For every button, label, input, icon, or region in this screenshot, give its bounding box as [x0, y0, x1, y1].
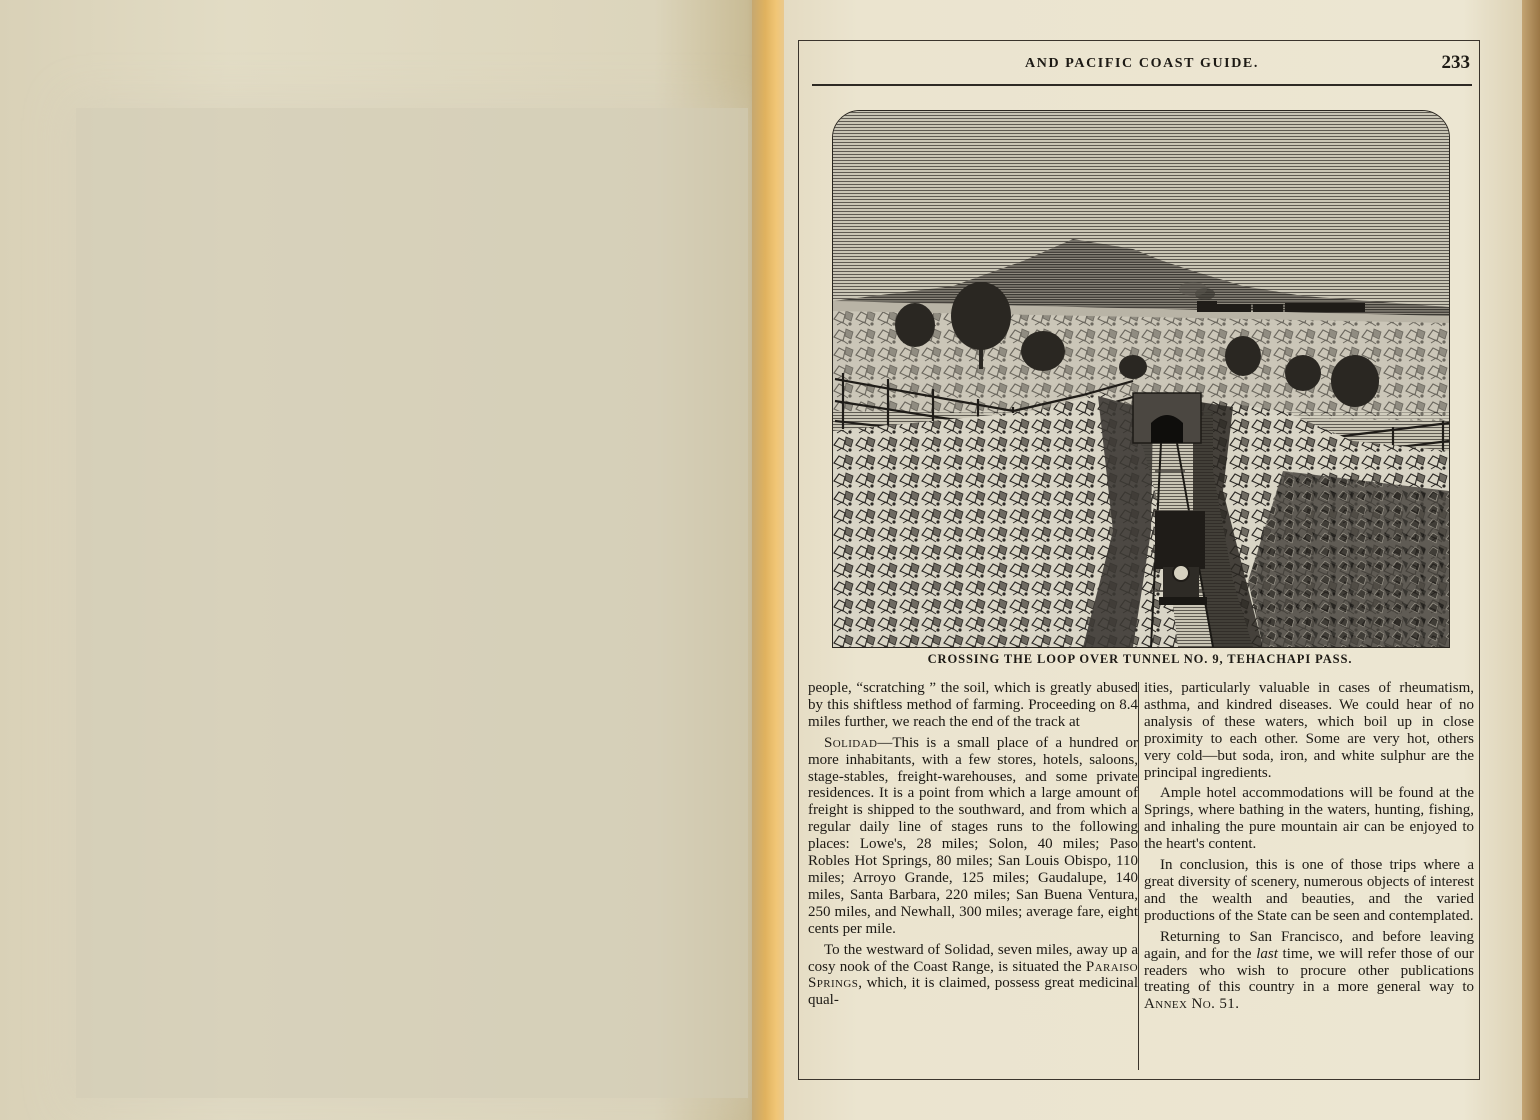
header-rule: [812, 84, 1472, 86]
place-heading-solidad: Solidad: [824, 734, 878, 751]
paragraph: In conclusion, this is one of those trips where a great diversity of scenery, numerous objects of interest and the wealth and beauties, and the varied productions of the State can be seen and contemplated.: [1144, 857, 1474, 924]
running-head: [812, 50, 1472, 80]
illustration-caption: CROSSING THE LOOP OVER TUNNEL NO. 9, TEHACHAPI PASS.: [927, 652, 1353, 666]
column-divider: [1138, 682, 1139, 1070]
paragraph-paraiso: [808, 942, 1138, 1010]
paragraph: Ample hotel accommodations will be found at the Springs, where bathing in the waters, hunting, fishing, and inhaling the pure mountain air can be enjoyed to the heart's content.: [1144, 785, 1474, 853]
paragraph-text: , which, it is claimed, possess great medicinal qual-: [808, 975, 1138, 1009]
paragraph-text: Returning to San Francisco, and before leaving again, and for the: [1144, 928, 1474, 962]
engraving-illustration: [832, 110, 1450, 648]
italic-word: last: [1256, 945, 1278, 962]
paragraph-solidad: [808, 735, 1138, 938]
paragraph: people, “scratching ” the soil, which is greatly abused by this shiftless method of farming. Proceeding on 8.4 miles further, we reach the end of the track at: [808, 680, 1138, 730]
annex-reference: Annex No. 51: [1144, 996, 1236, 1013]
paragraph-returning: [1144, 929, 1474, 1014]
show-through-shadow: [76, 108, 748, 1098]
running-head-title: AND PACIFIC COAST GUIDE.: [1025, 56, 1259, 71]
paragraph-text: .: [1235, 996, 1239, 1013]
paragraph-text: To the westward of Solidad, seven miles, away up a cosy nook of the Coast Range, is situated the: [808, 941, 1138, 975]
page-number: 233: [1441, 52, 1470, 73]
paragraph-text: —This is a small place of a hundred or more inhabitants, with a few stores, hotels, saloons, stage-stables, freight-warehouses, and some private residences. It is a point from which a large amount of freight is shipped to the southward, and from which a regular daily line of stages runs to the following places: Lowe's, 28 miles; Solon, 40 miles; Paso Robles Hot Springs, 80 miles; San Louis Obispo, 110 miles; Arroyo Grande, 125 miles; Gaudalupe, 140 miles, Santa Barbara, 220 miles; San Buena Ventura, 250 miles, and Newhall, 300 miles; average fare, eight cents per mile.: [808, 734, 1138, 937]
engraving-drawing: [833, 111, 1449, 647]
page-edge: [1522, 0, 1540, 1120]
tunnel-portal: [1151, 415, 1183, 443]
paragraph: ities, particularly valuable in cases of rheumatism, asthma, and kindred diseases. We could hear of no analysis of these waters, which boil up in close proximity to each other. Some are very hot, others very cold—but soda, iron, and white sulphur are the principal ingredients.: [1144, 680, 1474, 781]
text-column-right: [1144, 680, 1474, 1017]
place-name-paraiso-springs: Paraiso Springs: [808, 958, 1138, 992]
paragraph-text: time, we will refer those of our readers who wish to procure other publications treating of this country in a more general way to: [1144, 945, 1474, 996]
text-column-left: [808, 680, 1138, 1013]
